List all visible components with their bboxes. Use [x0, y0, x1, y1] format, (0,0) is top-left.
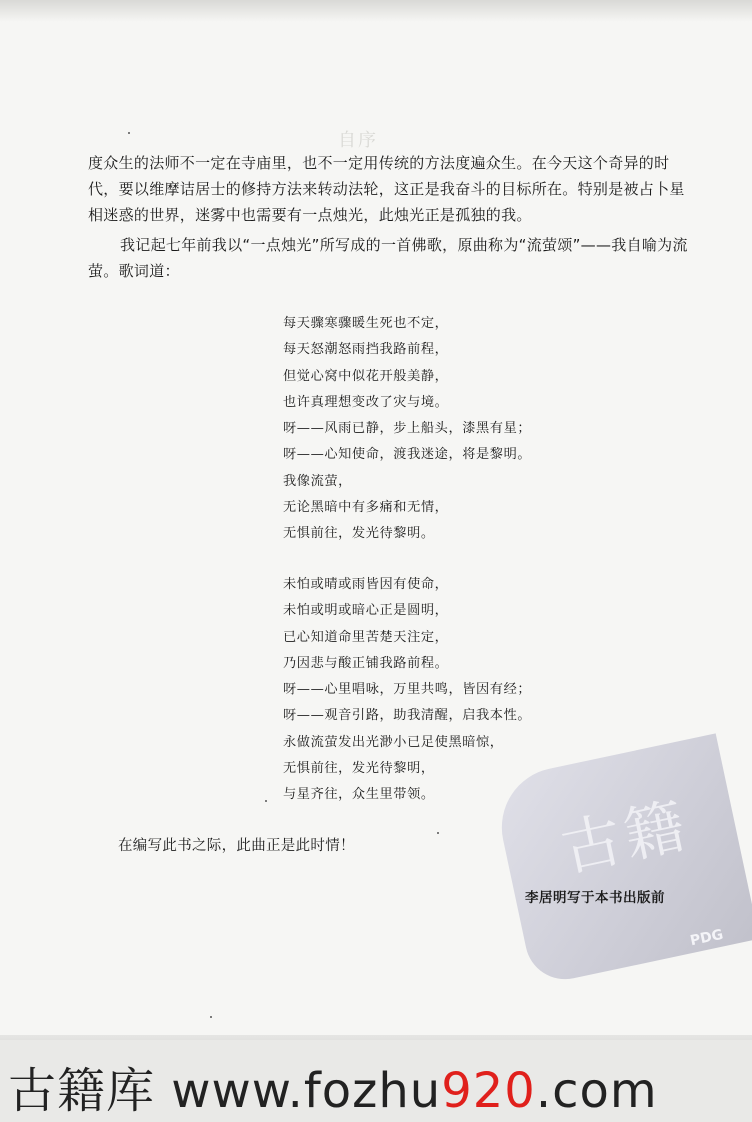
poem-line: 未怕或晴或雨皆因有使命，: [283, 577, 449, 592]
scan-speck: [437, 832, 439, 834]
closing-line: 在编写此书之际，此曲正是此时情！: [118, 838, 355, 854]
poem-line: 已心知道命里苦楚天注定，: [283, 629, 449, 645]
scan-speck: [265, 800, 267, 802]
scan-top-edge: [0, 0, 752, 22]
stamp-text: 古籍: [555, 790, 695, 886]
poem-line: 呀——观音引路，助我清醒，启我本性。: [283, 708, 532, 724]
poem-line: 呀——心里唱咏，万里共鸣，皆因有经；: [283, 682, 532, 698]
ghost-heading: 自序: [338, 130, 378, 151]
poem-line: 无惧前往，发光待黎明，: [283, 761, 435, 777]
poem-line: 与星齐往，众生里带领。: [283, 787, 435, 803]
poem-line: 我像流萤，: [283, 473, 352, 489]
poem-line: 每天怒潮怒雨挡我路前程，: [283, 342, 449, 358]
paragraph-2: 我记起七年前我以“一点烛光”所写成的一首佛歌，原曲称为“流萤颂”——我自喻为流萤。歌词道：: [88, 236, 688, 280]
poem-line: 但觉心窝中似花开般美静，: [283, 368, 449, 384]
watermark-url-suffix: .com: [535, 1063, 658, 1119]
scan-speck: [128, 132, 130, 134]
poem-line: 无惧前往，发光待黎明。: [283, 526, 435, 542]
watermark-url-prefix: 古籍库 www.fozhu: [8, 1063, 442, 1119]
paragraph-1: 度众生的法师不一定在寺庙里，也不一定用传统的方法度遍众生。在今天这个奇异的时代，要以维摩诘居士的修持方法来转动法轮，这正是我奋斗的目标所在。特别是被占卜星相迷惑的世界，迷雾中也需要有一点烛光，此烛光正是孤独的我。: [88, 154, 685, 224]
poem-stanza-1: [283, 311, 613, 548]
poem-line: 永做流萤发出光渺小已足使黑暗惊，: [283, 734, 504, 750]
poem-line: 呀——风雨已静，步上船头，漆黑有星；: [283, 421, 532, 437]
stamp-pdg-label: PDG: [688, 926, 725, 950]
poem-line: 乃因悲与酸正铺我路前程。: [283, 655, 449, 671]
poem-line: 也许真理想变改了灾与境。: [283, 394, 449, 410]
poem-line: 呀——心知使命，渡我迷途，将是黎明。: [283, 447, 532, 463]
poem-line: 无论黑暗中有多痛和无情，: [283, 500, 449, 516]
watermark-url-number: 920: [441, 1063, 536, 1119]
scan-speck: [210, 1016, 212, 1018]
watermark-url[interactable]: [8, 1052, 658, 1121]
author-signature: 李居明写于本书出版前: [525, 890, 665, 906]
poem-line: 每天骤寒骤暖生死也不定，: [283, 316, 449, 331]
poem-line: 未怕或明或暗心正是圆明，: [283, 603, 449, 619]
